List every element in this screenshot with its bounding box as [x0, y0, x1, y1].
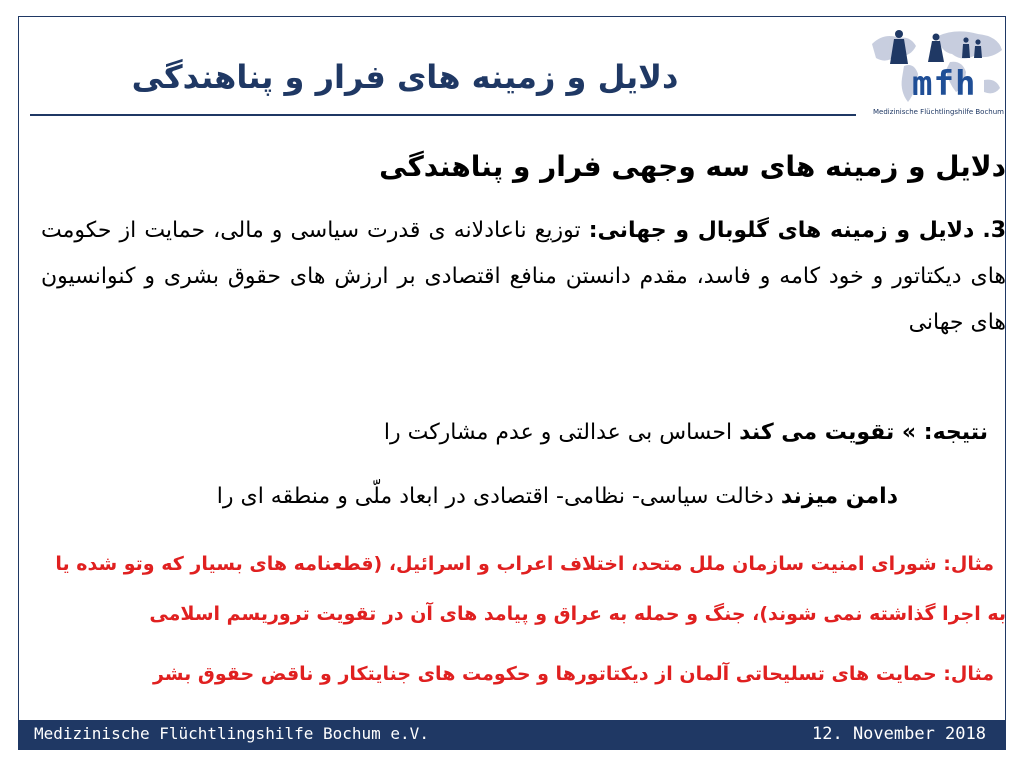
slide-frame — [18, 16, 1006, 750]
point-3-number: 3. — [982, 218, 1006, 243]
result-text-1: احساس بی عدالتی و عدم مشارکت را — [383, 420, 740, 445]
section-heading: دلایل و زمینه های سه وجهی فرار و پناهندگی — [379, 150, 1006, 183]
result-line-1 — [384, 416, 988, 450]
example-1-line-1: مثال: شورای امنیت سازمان ملل متحد، اختلاف اعراب و اسرائیل، (قطعنامه های بسیار که وتو شده یا — [55, 553, 994, 575]
result-strong-1: تقویت می کند — [739, 420, 902, 445]
logo-subtitle: Medizinische Flüchtlingshilfe Bochum — [872, 108, 1004, 116]
result-label: نتیجه: » — [901, 420, 988, 445]
logo-text: mfh — [912, 64, 977, 104]
result-text-2: دخالت سیاسی- نظامی- اقتصادی در ابعاد ملّی و منطقه ای را — [216, 484, 781, 509]
footer-organization: Medizinische Flüchtlingshilfe Bochum e.V. — [34, 724, 429, 743]
result-line-2 — [217, 480, 898, 514]
point-3-label: دلایل و زمینه های گلوبال و جهانی: — [588, 218, 975, 243]
point-3-text: توزیع ناعادلانه ی قدرت سیاسی و مالی، حمایت از حکومت های دیکتاتور و خود کامه و فاسد، مقدم دانستن منافع اقتصادی بر ارزش های حقوق بشری و کنوانسیون های جهانی — [41, 218, 1006, 335]
example-2: مثال: حمایت های تسلیحاتی آلمان از دیکتاتورها و حکومت های جنایتکار و ناقض حقوق بشر — [152, 663, 994, 685]
footer-date: 12. November 2018 — [812, 724, 986, 744]
title-divider — [30, 114, 856, 116]
example-1-line-2: به اجرا گذاشته نمی شوند)، جنگ و حمله به عراق و پیامد های آن در تقویت تروریسم اسلامی — [149, 603, 1006, 625]
slide-title: دلایل و زمینه های فرار و پناهندگی — [131, 58, 679, 96]
result-strong-2: دامن میزند — [780, 484, 898, 509]
point-3-paragraph — [41, 208, 1006, 346]
